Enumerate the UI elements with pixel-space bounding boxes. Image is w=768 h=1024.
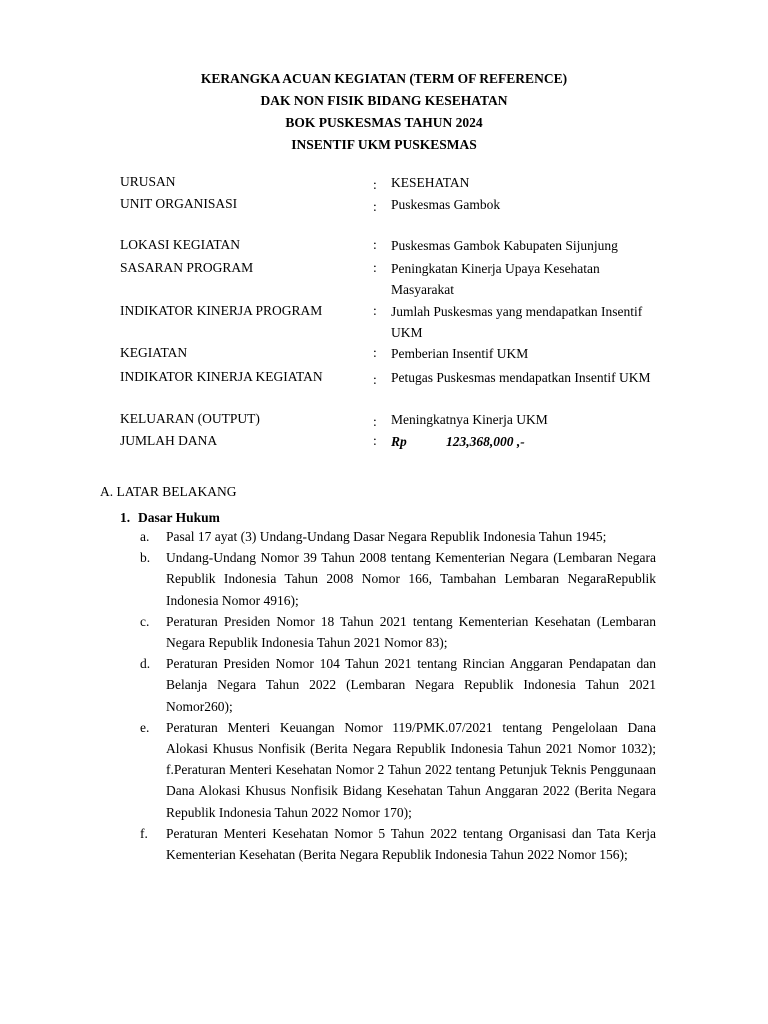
subsection-title: Dasar Hukum (138, 510, 220, 525)
list-letter: e. (140, 719, 150, 735)
list-item (140, 653, 656, 717)
list-text: Peraturan Presiden Nomor 18 Tahun 2021 tentang Kementerian Kesehatan (Lembaran Negara Republik Indonesia Tahun 2021 Nomor 83); (166, 613, 656, 651)
info-label: INDIKATOR KINERJA KEGIATAN (120, 369, 323, 384)
info-label: INDIKATOR KINERJA PROGRAM (120, 303, 323, 318)
funding-amount (391, 431, 661, 452)
list-text: Peraturan Menteri Kesehatan Nomor 5 Tahun 2022 tentang Organisasi dan Tata Kerja Kementerian Kesehatan (Berita Negara Republik Indonesia Tahun 2022 Nomor 156); (166, 825, 656, 863)
document-title (0, 68, 768, 156)
info-colon: : (373, 260, 377, 275)
amount-value: 123,368,000 ,- (446, 434, 525, 449)
info-colon: : (373, 237, 377, 252)
list-item (140, 717, 656, 823)
list-text: Peraturan Presiden Nomor 104 Tahun 2021 tentang Rincian Anggaran Pendapatan dan Belanja Negara Tahun 2022 (Lembaran Negara Republik Indonesia Tahun 2021 Nomor260); (166, 656, 656, 714)
info-colon: : (373, 199, 377, 214)
info-value: Petugas Puskesmas mendapatkan Insentif UKM (391, 370, 651, 385)
list-letter: f. (140, 825, 148, 841)
list-letter: a. (140, 529, 150, 544)
title-line-2: DAK NON FISIK BIDANG KESEHATAN (260, 93, 508, 108)
info-label: KEGIATAN (120, 345, 188, 360)
list-item (140, 823, 656, 865)
info-value: Peningkatan Kinerja Upaya Kesehatan Masyarakat (391, 261, 600, 297)
info-label: LOKASI KEGIATAN (120, 237, 241, 252)
list-item (140, 547, 656, 611)
info-value: Puskesmas Gambok (391, 197, 501, 212)
legal-basis-list (140, 526, 656, 865)
title-line-4: INSENTIF UKM PUSKESMAS (291, 137, 477, 152)
info-colon: : (373, 177, 377, 192)
info-label: KELUARAN (OUTPUT) (120, 411, 260, 426)
list-letter: c. (140, 613, 150, 629)
subsection-number: 1. (120, 510, 131, 525)
info-value: Puskesmas Gambok Kabupaten Sijunjung (391, 238, 618, 253)
title-line-1: KERANGKA ACUAN KEGIATAN (TERM OF REFERENCE) (200, 71, 568, 86)
info-label: JUMLAH DANA (120, 433, 218, 448)
title-line-3: BOK PUSKESMAS TAHUN 2024 (285, 115, 483, 130)
info-value: Jumlah Puskesmas yang mendapatkan Insentif UKM (391, 304, 643, 340)
section-heading-latar-belakang: A. LATAR BELAKANG (100, 484, 237, 499)
info-colon: : (373, 345, 377, 360)
info-value: Meningkatnya Kinerja UKM (391, 412, 548, 427)
info-colon: : (373, 372, 377, 387)
list-item (140, 611, 656, 653)
info-value: Pemberian Insentif UKM (391, 346, 529, 361)
list-letter: b. (140, 550, 151, 566)
list-letter: d. (140, 656, 151, 672)
info-label: SASARAN PROGRAM (120, 260, 254, 275)
info-colon: : (373, 303, 377, 318)
currency-label: Rp (391, 434, 407, 449)
list-text: Peraturan Menteri Keuangan Nomor 119/PMK.07/2021 tentang Pengelolaan Dana Alokasi Khusus Nonfisik (Berita Negara Republik Indonesia Tahun 2021 Nomor 1032); f.Peraturan Menteri Kesehatan Nomor 2 Tahun 2022 tentang Petunjuk Teknis Penggunaan Dana Alokasi Khusus Nonfisik Bidang Kesehatan Tahun Anggaran 2022 (Berita Negara Republik Indonesia Tahun 2022 Nomor 170); (166, 719, 656, 820)
info-colon: : (373, 414, 377, 429)
subsection-heading-dasar-hukum (120, 510, 220, 526)
info-value: KESEHATAN (391, 175, 470, 190)
list-text: Pasal 17 ayat (3) Undang-Undang Dasar Negara Republik Indonesia Tahun 1945; (166, 529, 607, 544)
list-text: Undang-Undang Nomor 39 Tahun 2008 tentang Kementerian Negara (Lembaran Negara Republik Indonesia Tahun 2008 Nomor 166, Tambahan Lembaran NegaraRepublik Indonesia Nomor 4916); (166, 550, 656, 608)
info-label: UNIT ORGANISASI (120, 196, 238, 211)
info-colon: : (373, 433, 377, 448)
list-item (140, 526, 656, 547)
info-label: URUSAN (120, 174, 176, 189)
